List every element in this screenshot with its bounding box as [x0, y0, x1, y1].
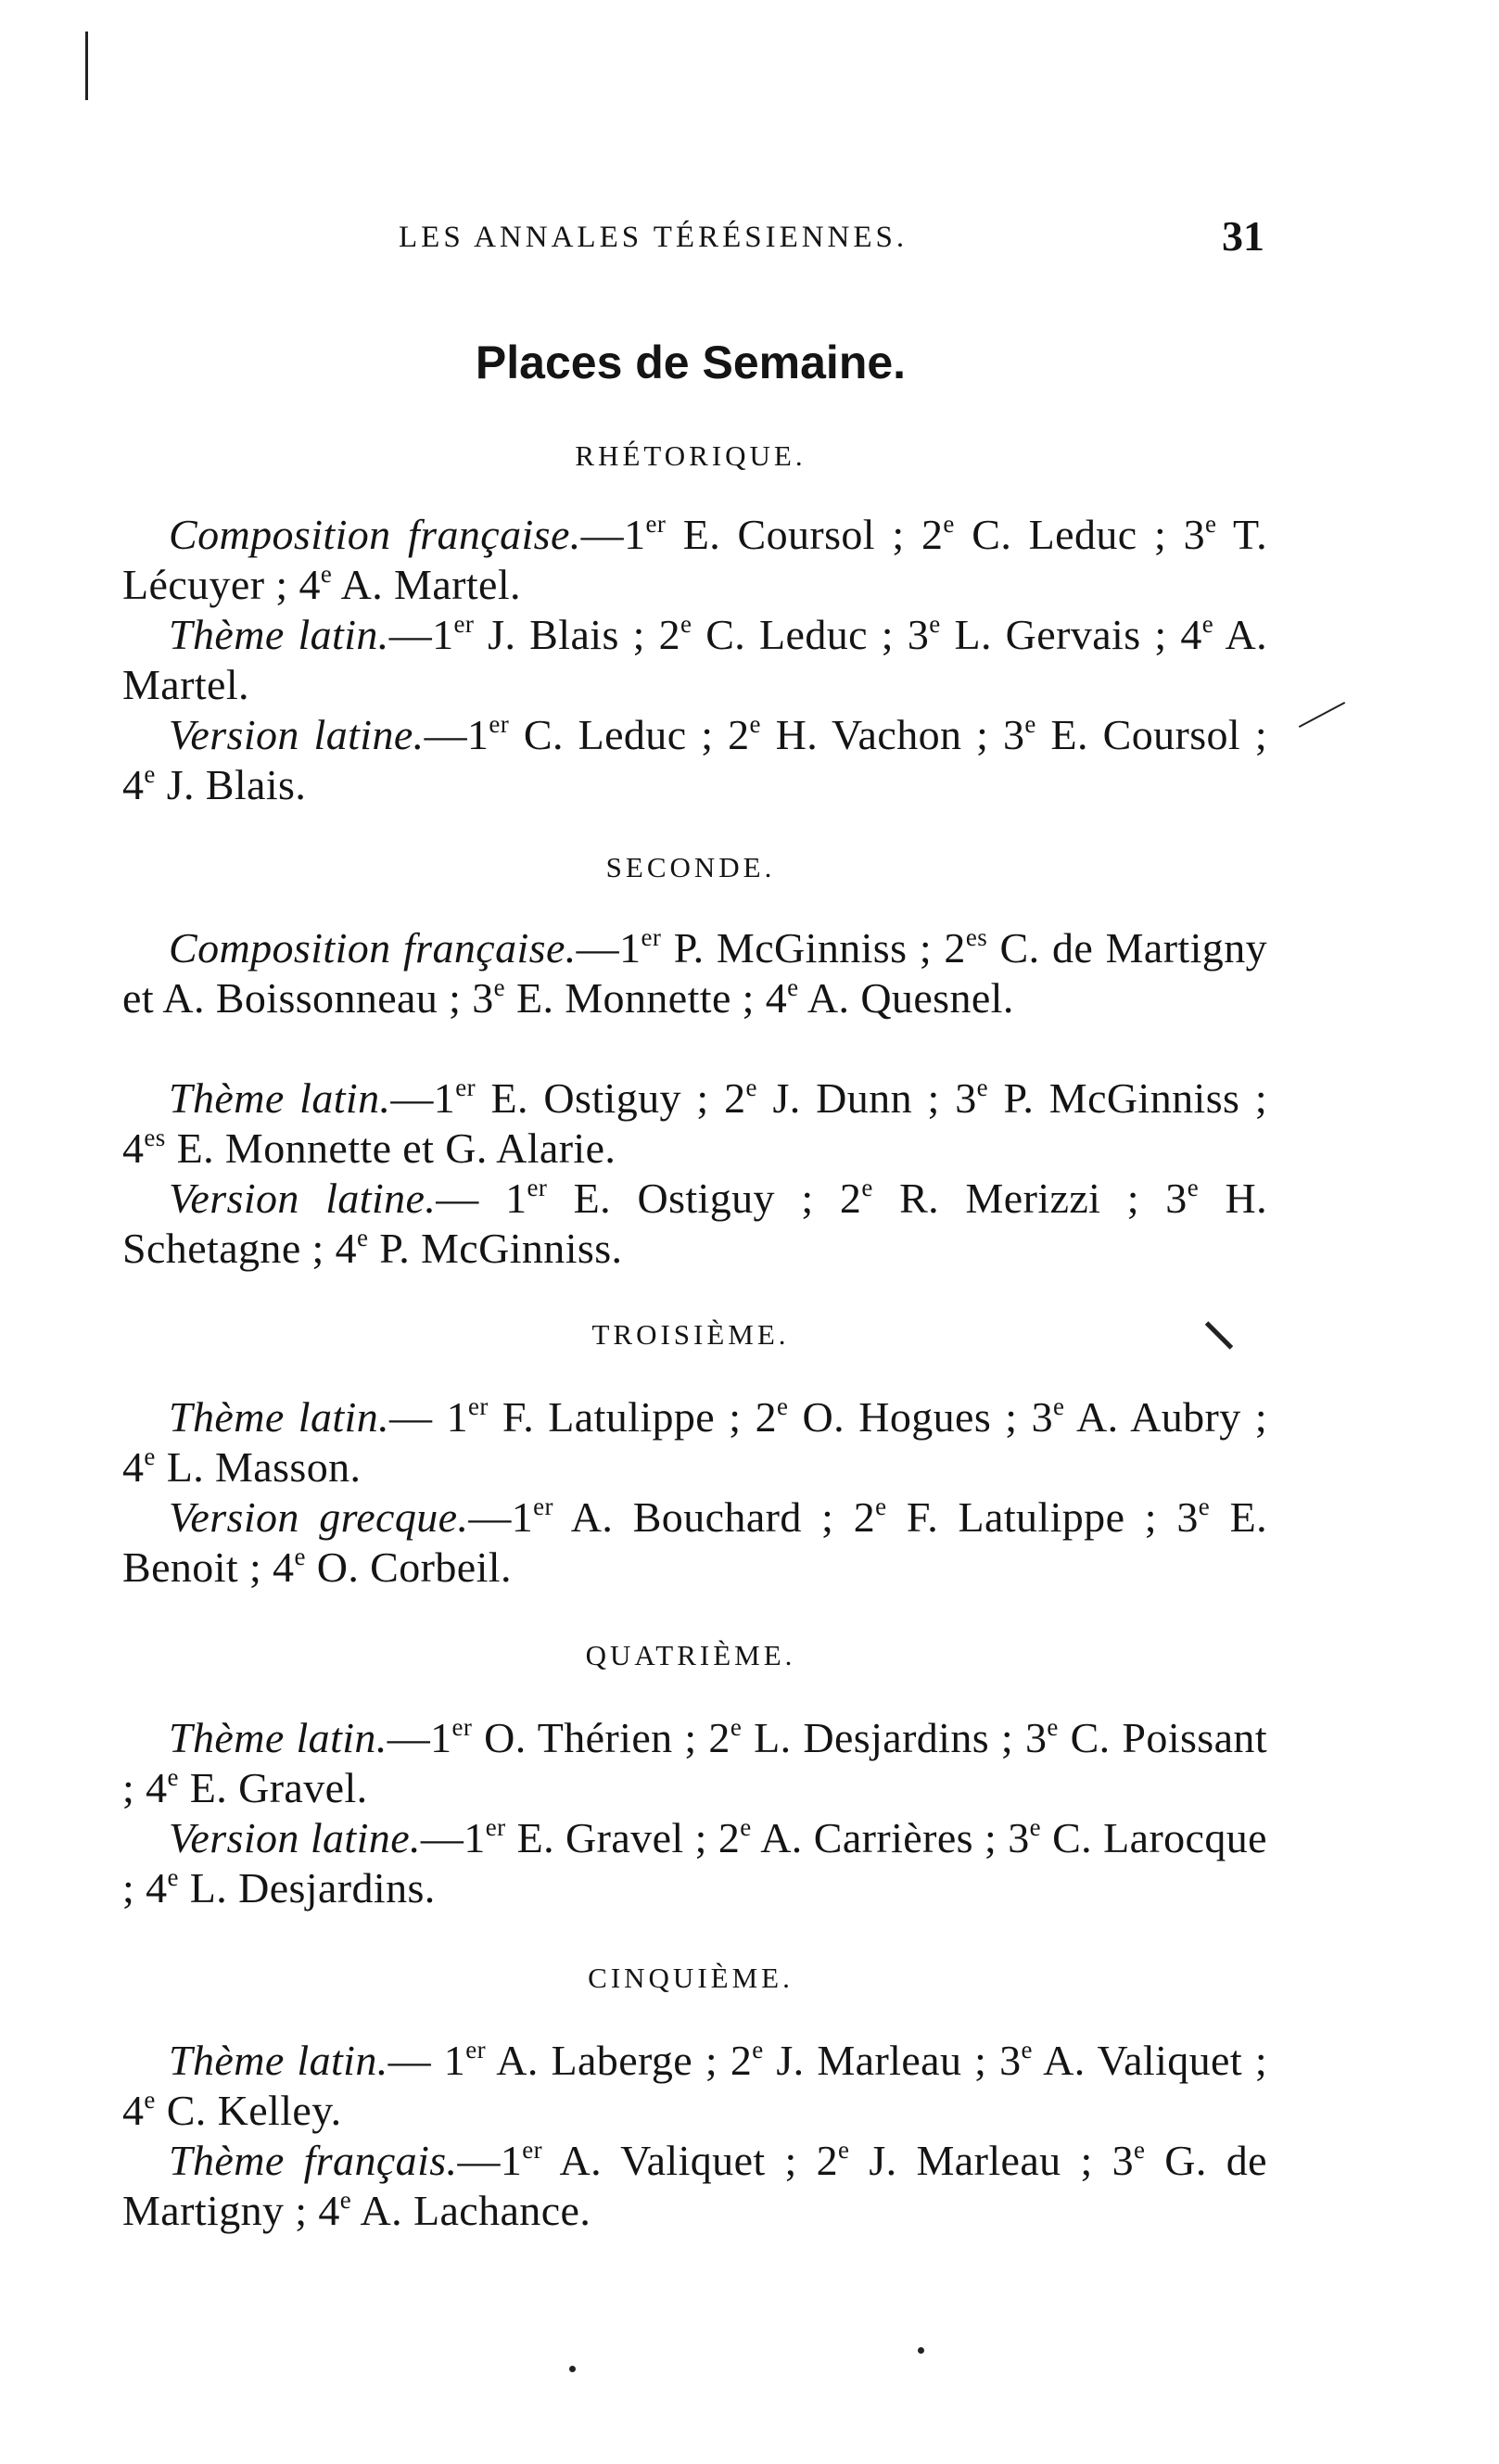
ordinal-suffix: e [1029, 1813, 1042, 1841]
entry-text: —1 [424, 711, 489, 758]
scan-dot [569, 2366, 576, 2372]
entry-text: L. Masson. [155, 1443, 362, 1491]
entry-text: R. Merizzi ; 3 [872, 1175, 1188, 1222]
ordinal-suffix: e [339, 2186, 352, 2214]
entry-text: C. Kelley. [155, 2087, 342, 2134]
entry-text: A. Valiquet ; 2 [542, 2137, 839, 2184]
ordinal-suffix: e [787, 973, 799, 1001]
entry-paragraph [122, 923, 1267, 1023]
entry-paragraph [122, 1813, 1267, 1913]
entry-text: —1 [387, 1714, 452, 1761]
entry-paragraph [122, 1174, 1267, 1274]
ordinal-suffix: e [1047, 1713, 1059, 1741]
entry-paragraph [122, 2136, 1267, 2236]
entry-text: C. Larocque ; 4 [122, 1814, 1267, 1912]
ordinal-suffix: er [533, 1492, 553, 1520]
ordinal-suffix: e [1021, 2036, 1033, 2064]
ordinal-suffix: er [451, 1713, 473, 1741]
entry-text: — 1 [436, 1175, 527, 1222]
exercise-label: Thème latin. [169, 2037, 388, 2084]
entry-text: T. Lécuyer ; 4 [122, 511, 1267, 608]
entry-text: F. Latulippe ; 3 [886, 1493, 1199, 1541]
entry-text: P. McGinniss. [368, 1225, 623, 1272]
entry-text: A. Bouchard ; 2 [553, 1493, 876, 1541]
exercise-label: Thème latin. [169, 1714, 387, 1761]
entry-text: A. Laberge ; 2 [485, 2037, 753, 2084]
ordinal-suffix: e [493, 973, 506, 1001]
entry-text: O. Thérien ; 2 [472, 1714, 730, 1761]
entry-text: H. Schetagne ; 4 [122, 1175, 1268, 1272]
exercise-label: Version grecque. [169, 1493, 469, 1541]
entry-paragraph [122, 710, 1267, 810]
entry-paragraph [122, 1073, 1267, 1174]
ordinal-suffix: e [1053, 1392, 1065, 1420]
ordinal-suffix: e [976, 1073, 988, 1101]
entry-text: A. Martel. [122, 611, 1267, 708]
entry-text: —1 [468, 1493, 534, 1541]
ordinal-suffix: er [641, 923, 662, 951]
ordinal-suffix: e [740, 1813, 752, 1841]
entry-text: G. de Martigny ; 4 [122, 2137, 1267, 2234]
entry-text: J. Marleau ; 3 [763, 2037, 1022, 2084]
ordinal-suffix: e [752, 2036, 764, 2064]
entry-text: —1 [457, 2137, 523, 2184]
exercise-label: Thème latin. [169, 1393, 390, 1441]
section-heading: QUATRIÈME. [585, 1639, 796, 1671]
entry-paragraph [122, 1392, 1267, 1492]
entry-text: E. Coursol ; 2 [666, 511, 944, 558]
ordinal-suffix: es [965, 923, 988, 951]
entry-text: A. Valiquet ; 4 [122, 2037, 1267, 2134]
ordinal-suffix: e [943, 510, 955, 538]
entry-text: E. Coursol ; 4 [122, 711, 1267, 808]
ordinal-suffix: e [875, 1492, 887, 1520]
entry-text: O. Hogues ; 3 [788, 1393, 1054, 1441]
entry-text: A. Quesnel. [798, 974, 1014, 1022]
ordinal-suffix: e [749, 710, 761, 738]
section-heading: SECONDE. [605, 851, 776, 883]
entry-text: E. Ostiguy ; 2 [547, 1175, 862, 1222]
ordinal-suffix: er [527, 1174, 548, 1201]
page-title: Places de Semaine. [475, 337, 907, 388]
entry-text: J. Blais ; 2 [474, 611, 680, 658]
exercise-label: Composition française. [169, 511, 581, 558]
entry-paragraph [122, 1492, 1267, 1593]
ordinal-suffix: er [645, 510, 667, 538]
ordinal-suffix: e [144, 1442, 156, 1470]
ordinal-suffix: e [144, 760, 156, 788]
ordinal-suffix: e [1187, 1174, 1200, 1201]
entry-text: C. de Martigny et A. Boissonneau ; 3 [122, 924, 1267, 1022]
exercise-label: Thème latin. [169, 1074, 391, 1122]
entry-text: —1 [388, 611, 454, 658]
ordinal-suffix: e [320, 560, 333, 588]
entry-text: J. Marleau ; 3 [849, 2137, 1134, 2184]
section-heading: CINQUIÈME. [588, 1962, 794, 1994]
entry-text: A. Carrières ; 3 [751, 1814, 1030, 1861]
entry-text: — 1 [389, 1393, 468, 1441]
entry-text: C. Poissant ; 4 [122, 1714, 1267, 1811]
entry-text: E. Ostiguy ; 2 [476, 1074, 746, 1122]
ordinal-suffix: e [1198, 1492, 1211, 1520]
ordinal-suffix: e [680, 610, 692, 638]
ordinal-suffix: er [485, 1813, 506, 1841]
ordinal-suffix: e [929, 610, 941, 638]
ordinal-suffix: e [357, 1224, 369, 1251]
entry-text: C. Leduc ; 3 [692, 611, 930, 658]
ordinal-suffix: e [1133, 2136, 1146, 2164]
ordinal-suffix: e [1201, 610, 1214, 638]
entry-text: P. McGinniss ; 2 [661, 924, 966, 972]
exercise-label: Version latine. [169, 1814, 421, 1861]
entry-text: F. Latulippe ; 2 [488, 1393, 777, 1441]
scan-mark-right [1299, 702, 1345, 728]
entry-text: A. Martel. [332, 561, 521, 608]
entry-text: P. McGinniss ; 4 [122, 1074, 1268, 1172]
ordinal-suffix: e [1024, 710, 1036, 738]
exercise-label: Version latine. [169, 1175, 437, 1222]
ordinal-suffix: er [467, 1392, 489, 1420]
entry-text: — 1 [387, 2037, 466, 2084]
entry-text: —1 [390, 1074, 456, 1122]
entry-text: E. Gravel. [178, 1764, 368, 1811]
entry-text: E. Monnette ; 4 [505, 974, 788, 1022]
ordinal-suffix: e [838, 2136, 850, 2164]
ordinal-suffix: e [777, 1392, 789, 1420]
entry-text: C. Leduc ; 2 [509, 711, 750, 758]
entry-text: J. Blais. [155, 761, 307, 808]
ordinal-suffix: e [1205, 510, 1217, 538]
ordinal-suffix: er [489, 710, 510, 738]
entry-text: L. Desjardins. [178, 1864, 436, 1912]
ordinal-suffix: e [144, 2086, 156, 2114]
entry-text: E. Benoit ; 4 [122, 1493, 1267, 1591]
entry-text: H. Vachon ; 3 [760, 711, 1025, 758]
entry-text: A. Aubry ; 4 [122, 1393, 1268, 1491]
ordinal-suffix: er [465, 2036, 486, 2064]
entry-text: C. Leduc ; 3 [954, 511, 1206, 558]
ordinal-suffix: e [861, 1174, 873, 1201]
ordinal-suffix: e [745, 1073, 757, 1101]
running-head: LES ANNALES TÉRÉSIENNES. [399, 221, 908, 254]
entry-text: E. Monnette et G. Alarie. [165, 1124, 616, 1172]
entry-text: E. Gravel ; 2 [505, 1814, 741, 1861]
exercise-label: Thème français. [169, 2137, 458, 2184]
ordinal-suffix: e [294, 1543, 306, 1570]
entry-text: —1 [420, 1814, 486, 1861]
ordinal-suffix: e [730, 1713, 743, 1741]
entry-text: —1 [580, 511, 646, 558]
section-heading: TROISIÈME. [591, 1318, 790, 1351]
ordinal-suffix: e [167, 1863, 179, 1891]
page-number: 31 [1222, 212, 1264, 260]
entry-paragraph [122, 510, 1267, 610]
entry-text: —1 [576, 924, 642, 972]
entry-text: L. Gervais ; 4 [940, 611, 1202, 658]
entry-text: L. Desjardins ; 3 [742, 1714, 1048, 1761]
scan-mark-left [85, 32, 88, 100]
exercise-label: Version latine. [169, 711, 425, 758]
entry-text: A. Lachance. [351, 2187, 591, 2234]
ordinal-suffix: e [167, 1763, 179, 1791]
ordinal-suffix: er [453, 610, 475, 638]
exercise-label: Thème latin. [169, 611, 389, 658]
entry-text: O. Corbeil. [305, 1543, 512, 1591]
ordinal-suffix: es [144, 1124, 166, 1151]
ordinal-suffix: er [455, 1073, 476, 1101]
entry-text: J. Dunn ; 3 [756, 1074, 977, 1122]
ordinal-suffix: er [522, 2136, 543, 2164]
entry-paragraph [122, 2036, 1267, 2136]
entry-paragraph [122, 610, 1267, 710]
section-heading: RHÉTORIQUE. [575, 439, 807, 472]
entry-paragraph [122, 1713, 1267, 1813]
exercise-label: Composition française. [169, 924, 577, 972]
scan-dot [918, 2347, 924, 2354]
